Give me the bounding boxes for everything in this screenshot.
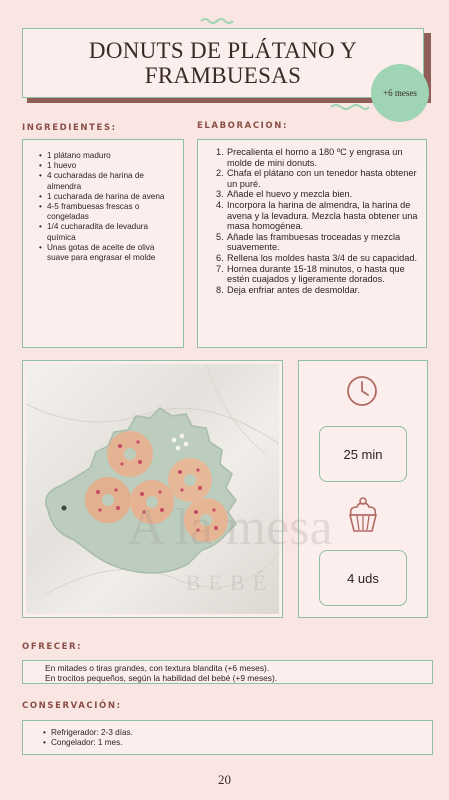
offer-line: En trocitos pequeños, según la habilidad del bebé (+9 meses). [45, 673, 278, 684]
step-item: Incorpora la harina de almendra, la harina de avena y la levadura. Mezcla hasta obtener una masa homogénea. [227, 199, 418, 232]
ingredients-list [39, 151, 177, 263]
recipe-title: DONUTS DE PLÁTANO Y FRAMBUESAS [88, 38, 358, 88]
list-item: • Refrigerador: 2-3 días. [43, 728, 432, 738]
step-item: Añade el huevo y mezcla bien. [227, 189, 353, 200]
list-item: • 4-5 frambuesas frescas o congeladas [39, 202, 177, 222]
list-item: • 1 huevo [39, 161, 177, 171]
donut-1 [107, 431, 153, 477]
age-badge: +6 meses [371, 64, 429, 122]
offer-label: OFRECER: [22, 642, 83, 652]
squiggle-decoration-right [330, 102, 370, 112]
step-item: Precalienta el horno a 180 ºC y engrasa un molde de mini donuts. [227, 147, 403, 168]
elaboration-steps [216, 147, 418, 295]
list-item: • Congelador: 1 mes. [43, 738, 432, 748]
title-card [22, 28, 424, 98]
conservation-label: CONSERVACIÓN: [22, 701, 122, 711]
step-item: Rellena los moldes hasta 3/4 de su capacidad. [227, 252, 417, 263]
list-item: • 1/4 cucharadita de levadura química [39, 222, 177, 242]
offer-line: En mitades o tiras grandes, con textura blandita (+6 meses). [45, 663, 270, 673]
conservation-box [22, 720, 433, 755]
donut-2 [168, 458, 212, 502]
squiggle-decoration-top [200, 16, 234, 26]
list-item: • Unas gotas de aceite de oliva suave para engrasar el molde [39, 243, 177, 263]
step-item: Añade las frambuesas troceadas y mezcla suavemente. [227, 231, 401, 253]
page-number: 20 [218, 772, 231, 787]
watermark-line2: BEBÉ [185, 570, 275, 595]
list-item: • 1 plátano maduro [39, 151, 177, 161]
elaboration-label: ELABORACION: [197, 121, 288, 131]
list-item: • 4 cucharadas de harina de almendra [39, 171, 177, 191]
watermark-line1: A la mesa [127, 499, 333, 556]
ingredients-label: INGREDIENTES: [22, 123, 117, 133]
step-item: Hornea durante 15-18 minutos, o hasta que estén cuajados y ligeramente dorados. [227, 263, 405, 285]
elaboration-box [197, 139, 427, 348]
ingredients-box [22, 139, 184, 348]
time-stat: 25 min [319, 426, 407, 482]
step-item: Deja enfriar antes de desmoldar. [227, 284, 360, 295]
step-item: Chafa el plátano con un tenedor hasta obtener un puré. [227, 168, 417, 189]
units-stat: 4 uds [319, 550, 407, 606]
offer-box [22, 660, 433, 684]
conservation-list [43, 728, 432, 748]
brand-watermark [60, 500, 400, 596]
clock-icon [346, 375, 378, 407]
list-item: • 1 cucharada de harina de avena [39, 192, 177, 202]
